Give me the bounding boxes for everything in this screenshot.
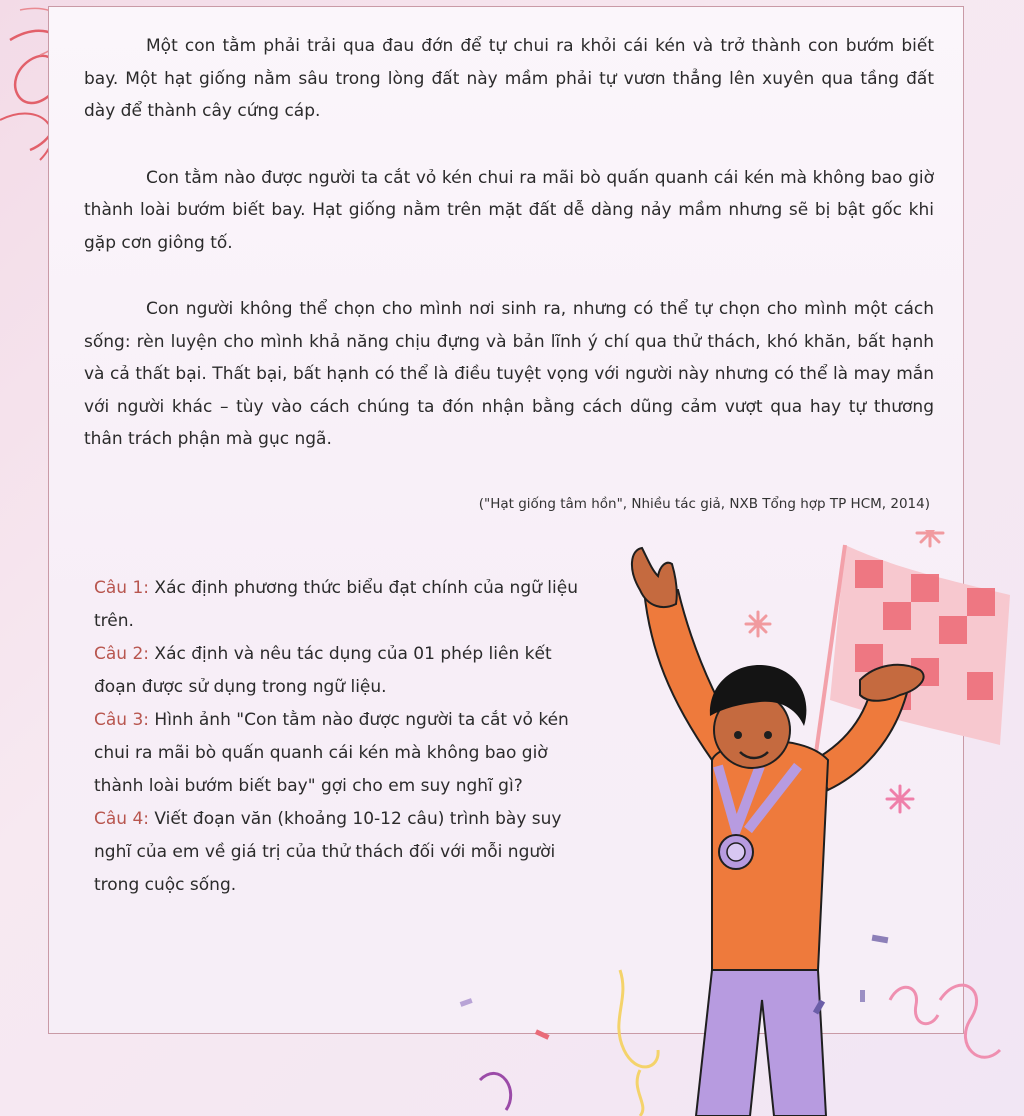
question-2	[94, 638, 578, 704]
medal-icon	[719, 835, 753, 869]
question-4	[94, 803, 578, 902]
question-label: Câu 3:	[94, 710, 150, 730]
passage-paragraph-1: Một con tằm phải trải qua đau đớn để tự chui ra khỏi cái kén và trở thành con bướm biết bay. Một hạt giống nằm sâu trong lòng đất này mầm phải tự vươn thẳng lên xuyên qua tầng đất dày để thành cây cứng cáp.	[84, 36, 934, 121]
question-label: Câu 1:	[94, 578, 150, 598]
question-text: Hình ảnh "Con tằm nào được người ta cắt vỏ kén chui ra mãi bò quấn quanh cái kén mà không bao giờ thành loài bướm biết bay" gợi cho em suy nghĩ gì?	[94, 710, 569, 796]
reading-passage	[84, 30, 934, 456]
question-3	[94, 704, 578, 803]
checkered-flag-icon	[815, 545, 1010, 760]
question-text: Xác định và nêu tác dụng của 01 phép liên kết đoạn được sử dụng trong ngữ liệu.	[94, 644, 552, 697]
question-list	[94, 572, 578, 902]
passage-paragraph-2: Con tằm nào được người ta cắt vỏ kén chui ra mãi bò quấn quanh cái kén mà không bao giờ thành loài bướm biết bay. Hạt giống nằm trên mặt đất dễ dàng nảy mầm nhưng sẽ bị bật gốc khi gặp cơn giông tố.	[84, 167, 934, 253]
question-text: Viết đoạn văn (khoảng 10-12 câu) trình bày suy nghĩ của em về giá trị của thử thách đối với mỗi người trong cuộc sống.	[94, 809, 562, 895]
question-text: Xác định phương thức biểu đạt chính của ngữ liệu trên.	[94, 578, 578, 631]
question-1	[94, 572, 578, 638]
confetti-ribbons-decoration	[440, 960, 1024, 1116]
question-label: Câu 2:	[94, 644, 150, 664]
passage-source: ("Hạt giống tâm hồn", Nhiều tác giả, NXB Tổng hợp TP HCM, 2014)	[478, 496, 930, 512]
passage-paragraph-3: Con người không thể chọn cho mình nơi sinh ra, nhưng có thể tự chọn cho mình một cách sống: rèn luyện cho mình khả năng chịu đựng và bản lĩnh ý chí qua thử thách, khó khăn, bất hạnh và cả thất bại. Thất bại, bất hạnh có thể là điều tuyệt vọng với người này nhưng có thể là may mắn với người khác – tùy vào cách chúng ta đón nhận bằng cách dũng cảm vượt qua hay tự thương thân trách phận mà gục ngã.	[84, 299, 934, 449]
question-label: Câu 4:	[94, 809, 150, 829]
